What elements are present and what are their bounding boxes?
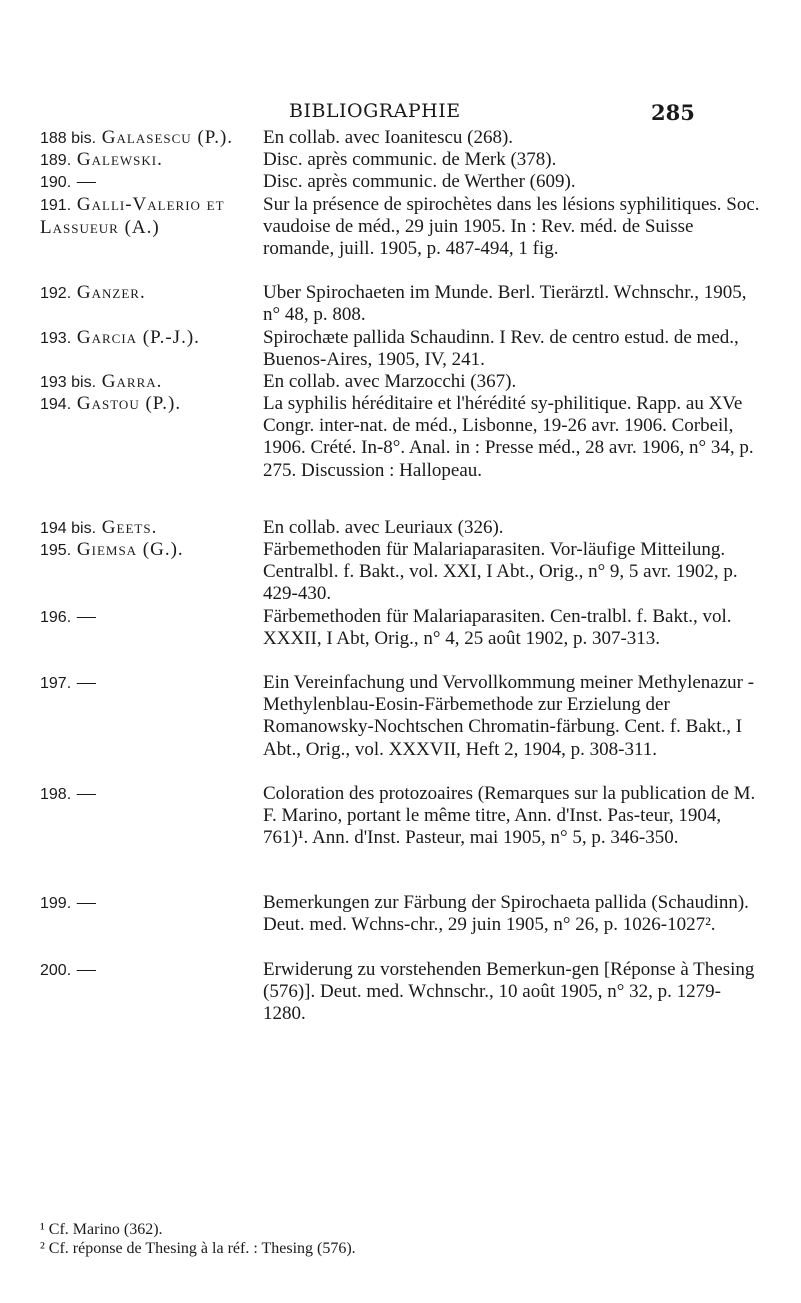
- entry-number: 199.: [40, 895, 72, 912]
- entry-number: 188 bis.: [40, 130, 97, 147]
- entry-number-author: [40, 959, 255, 982]
- bibliography-entry: [0, 194, 801, 261]
- entry-citation: Disc. après communic. de Merk (378).: [263, 149, 557, 170]
- entry-author: Ganzer.: [76, 282, 146, 303]
- entry-number-author: [40, 393, 255, 416]
- entry-number-author: [40, 149, 255, 172]
- entry-number-author: [40, 327, 255, 350]
- page-number: 285: [651, 100, 695, 125]
- entry-number-author: [40, 194, 255, 239]
- bibliography-entry: [0, 892, 801, 936]
- entry-author: —: [76, 892, 97, 913]
- bibliography-entry: [0, 149, 801, 171]
- entry-citation: Sur la présence de spirochètes dans les lésions syphilitiques. Soc. vaudoise de méd., 29 juin 1905. In : Rev. méd. de Suisse romande, juill. 1905, p. 487-494, 1 fig.: [263, 194, 760, 260]
- bibliography-entry: [0, 959, 801, 1026]
- entry-author: —: [76, 606, 97, 627]
- bibliography-entry: [0, 171, 801, 193]
- entry-author: —: [76, 783, 97, 804]
- entry-author: —: [76, 959, 97, 980]
- entry-author: Giemsa (G.).: [76, 539, 184, 560]
- entry-number: 200.: [40, 962, 72, 979]
- entry-number-author: [40, 539, 255, 562]
- entry-author: Galewski.: [76, 149, 163, 170]
- entry-number: 196.: [40, 609, 72, 626]
- entry-number-author: [40, 606, 255, 629]
- entry-number: 193 bis.: [40, 374, 97, 391]
- entry-number-author: [40, 517, 255, 540]
- entry-citation: Spirochæte pallida Schaudinn. I Rev. de centro estud. de med., Buenos-Aires, 1905, IV, 241.: [263, 327, 739, 371]
- entry-number: 193.: [40, 330, 72, 347]
- entry-citation: Coloration des protozoaires (Remarques sur la publication de M. F. Marino, portant le même titre, Ann. d'Inst. Pas-teur, 1904, 761)¹. Ann. d'Inst. Pasteur, mai 1905, n° 5, p. 346-350.: [263, 783, 756, 849]
- bibliography-entry: [0, 606, 801, 650]
- entry-number-author: [40, 282, 255, 305]
- entry-author: Galli-Valerio et Lassueur (A.): [40, 194, 225, 239]
- entry-citation: La syphilis héréditaire et l'hérédité sy-philitique. Rapp. au XVe Congr. inter-nat. de méd., Lisbonne, 19-26 avr. 1906. Corbeil, 1906. Crété. In-8°. Anal. in : Presse méd., 28 avr. 1906, n° 34, p. 275. Discussion : Hallopeau.: [263, 393, 754, 481]
- running-title: BIBLIOGRAPHIE: [289, 100, 461, 122]
- entry-author: Gastou (P.).: [76, 393, 182, 414]
- entry-number-author: [40, 171, 255, 194]
- entry-author: —: [76, 171, 97, 192]
- bibliography-entry: [0, 371, 801, 393]
- entry-number: 195.: [40, 542, 72, 559]
- entry-citation: Färbemethoden für Malariaparasiten. Vor-läufige Mitteilung. Centralbl. f. Bakt., vol. XXI, I Abt., Orig., n° 9, 5 avr. 1902, p. 429-430.: [263, 539, 738, 605]
- entry-number-author: [40, 672, 255, 695]
- entry-number: 197.: [40, 675, 72, 692]
- entry-citation: En collab. avec Leuriaux (326).: [263, 517, 504, 538]
- entry-citation: Erwiderung zu vorstehenden Bemerkun-gen [Réponse à Thesing (576)]. Deut. med. Wchnschr., 10 août 1905, n° 32, p. 1279-1280.: [263, 959, 755, 1025]
- entry-citation: Bemerkungen zur Färbung der Spirochaeta pallida (Schaudinn). Deut. med. Wchns-chr., 29 juin 1905, n° 26, p. 1026-1027².: [263, 892, 749, 936]
- entry-number-author: [40, 783, 255, 806]
- entry-number: 189.: [40, 152, 72, 169]
- entry-number-author: [40, 371, 255, 394]
- bibliography-entry: [0, 539, 801, 606]
- bibliography-entry: [0, 282, 801, 326]
- entry-author: Garra.: [101, 371, 163, 392]
- bibliography-entry: [0, 327, 801, 371]
- entry-number: 192.: [40, 285, 72, 302]
- entry-citation: Disc. après communic. de Werther (609).: [263, 171, 576, 192]
- entry-citation: En collab. avec Marzocchi (367).: [263, 371, 517, 392]
- bibliography-entry: [0, 393, 801, 482]
- page-header: [0, 100, 801, 130]
- bibliography-entry: [0, 127, 801, 149]
- entry-number: 194 bis.: [40, 520, 97, 537]
- entry-author: —: [76, 672, 97, 693]
- bibliography-entry: [0, 672, 801, 761]
- footnote: ¹ Cf. Marino (362).: [40, 1221, 163, 1238]
- entry-number-author: [40, 892, 255, 915]
- entry-citation: En collab. avec Ioanitescu (268).: [263, 127, 514, 148]
- entry-author: Galasescu (P.).: [101, 127, 234, 148]
- entry-number: 194.: [40, 396, 72, 413]
- bibliography-entry: [0, 783, 801, 850]
- footnote: ² Cf. réponse de Thesing à la réf. : Thesing (576).: [40, 1240, 356, 1257]
- entry-citation: Ein Vereinfachung und Vervollkommung meiner Methylenazur - Methylenblau-Eosin-Färbemethode zur Erzielung der Romanowsky-Nochtschen Chromatin-färbung. Cent. f. Bakt., I Abt., Orig., vol. XXXVII, Heft 2, 1904, p. 308-311.: [263, 672, 755, 760]
- entry-author: Garcia (P.-J.).: [76, 327, 200, 348]
- entry-number: 191.: [40, 197, 72, 214]
- entry-citation: Färbemethoden für Malariaparasiten. Cen-tralbl. f. Bakt., vol. XXXII, I Abt, Orig., n° 4, 25 août 1902, p. 307-313.: [263, 606, 732, 650]
- entry-number: 190.: [40, 174, 72, 191]
- footnotes: [40, 1220, 761, 1258]
- entry-number-author: [40, 127, 255, 150]
- bibliography-entry: [0, 517, 801, 539]
- entry-author: Geets.: [101, 517, 158, 538]
- entry-number: 198.: [40, 786, 72, 803]
- entry-citation: Uber Spirochaeten im Munde. Berl. Tierärztl. Wchnschr., 1905, n° 48, p. 808.: [263, 282, 747, 326]
